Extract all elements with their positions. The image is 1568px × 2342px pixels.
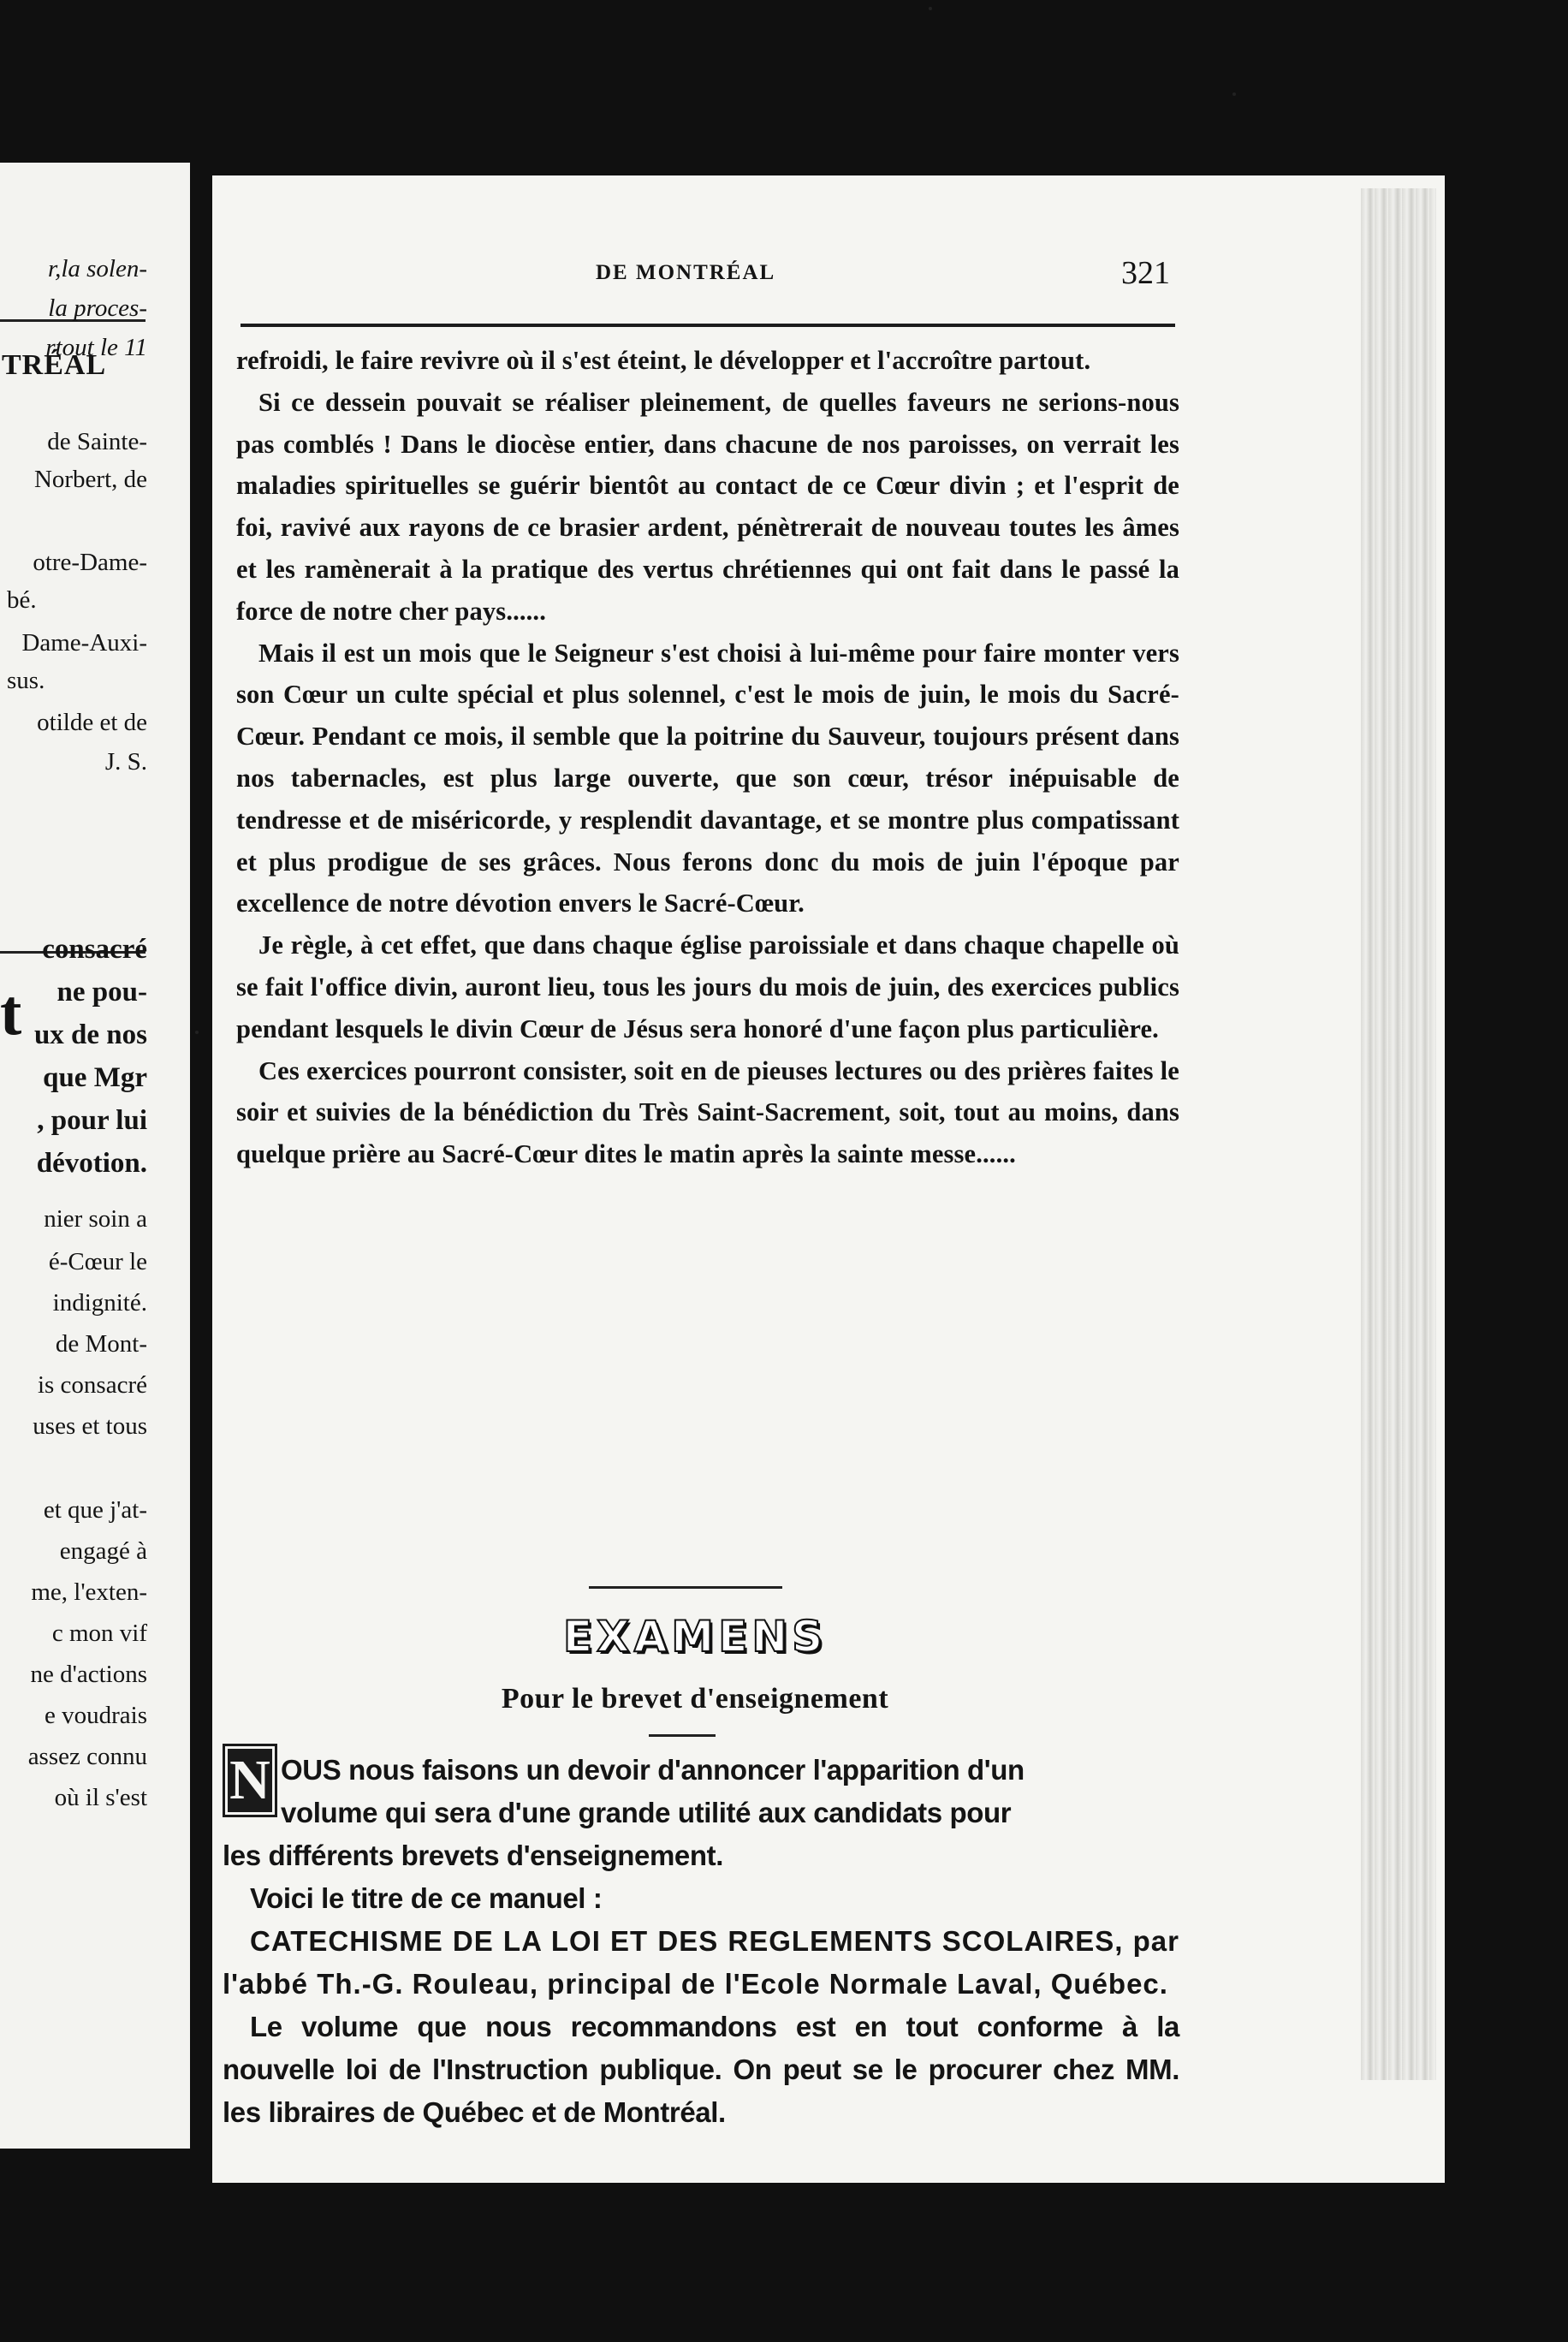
left-page-line: que Mgr bbox=[43, 1062, 147, 1093]
left-page-line: assez connu bbox=[27, 1743, 147, 1770]
left-page-line: engagé à bbox=[59, 1537, 147, 1565]
page-number: 321 bbox=[1121, 255, 1170, 291]
scan-speck bbox=[195, 1031, 199, 1034]
section-title: EXAMENS bbox=[212, 1612, 1178, 1661]
announcement-line: volume qui sera d'une grande utilité aux candidats pour bbox=[281, 1797, 1012, 1828]
left-page-line: nier soin a bbox=[44, 1205, 147, 1233]
paragraph: Je règle, à cet effet, que dans chaque église paroissiale et dans chaque chapelle où se fait l'office divin, auront lieu, tous les jours du mois de juin, des exercices publics pendant lesquels le divin Cœur de Jésus sera honoré d'une façon plus particulière. bbox=[236, 930, 1179, 1043]
left-page-line: e voudrais bbox=[45, 1702, 147, 1729]
left-page-line: me, l'exten- bbox=[31, 1578, 147, 1606]
left-page-line: otilde et de bbox=[37, 709, 147, 736]
subtitle-rule bbox=[649, 1734, 716, 1737]
left-page-line: ne pou- bbox=[56, 977, 147, 1008]
left-page-line: où il s'est bbox=[54, 1784, 147, 1811]
left-page-line: ne d'actions bbox=[30, 1661, 147, 1688]
running-head: DE MONTRÉAL bbox=[596, 261, 776, 284]
left-page-line: consacré bbox=[42, 934, 147, 965]
paragraph: Mais il est un mois que le Seigneur s'est choisi à lui-même pour faire monter vers son Cœur un culte spécial et plus solennel, c'est le mois de juin, le mois du Sacré-Cœur. Pendant ce mois, il semble que la poitrine du Sauveur, toujours présent dans nos tabernacles, est plus large ouverte, que son cœur, trésor inépuisable de tendresse et de miséricorde, y resplendit davantage, et se montre plus compatissant et plus prodigue de ses grâces. Nous ferons donc du mois de juin l'époque par excellence de notre dévotion envers le Sacré-Cœur. bbox=[236, 638, 1179, 918]
page-edge-strip bbox=[1361, 188, 1436, 2080]
section-subtitle: Pour le brevet d'enseignement bbox=[501, 1683, 889, 1715]
book-title: CATECHISME DE LA LOI ET DES REGLEMENTS SCOLAIRES, par l'abbé Th.-G. Rouleau, principal de l'Ecole Normale Laval, Québec. bbox=[223, 1925, 1179, 2000]
left-page-line: sus. bbox=[7, 667, 45, 694]
scan-speck bbox=[1232, 92, 1236, 96]
left-page-line: la proces- bbox=[48, 294, 147, 322]
paragraph-continuation: refroidi, le faire revivre où il s'est éteint, le développer et l'accroître partout. bbox=[236, 346, 1091, 375]
previous-page-fragment bbox=[0, 163, 190, 2149]
left-page-line: is consacré bbox=[37, 1371, 147, 1399]
paragraph: Si ce dessein pouvait se réaliser pleinement, de quelles faveurs ne serions-nous pas comblés ! Dans le diocèse entier, dans chacune de nos paroisses, on verrait les maladies spirituelles se guérir bientôt au contact de ce Cœur divin ; et l'esprit de foi, ravivé aux rayons de ce brasier ardent, pénètrerait de nouveau toutes les âmes et les ramènerait à la pratique des vertus chrétiennes qui ont fait dans le passé la force de notre cher pays...... bbox=[236, 387, 1179, 626]
left-page-line: rtout le 11 bbox=[45, 334, 147, 361]
left-page-line: otre-Dame- bbox=[33, 549, 147, 576]
left-page-line: indignité. bbox=[52, 1289, 147, 1317]
page-321 bbox=[212, 175, 1445, 2183]
scan-speck bbox=[929, 7, 932, 10]
left-page-line: et que j'at- bbox=[43, 1496, 147, 1524]
left-page-line: ux de nos bbox=[33, 1019, 147, 1050]
left-page-line: uses et tous bbox=[33, 1412, 147, 1440]
left-page-line: bé. bbox=[7, 586, 37, 614]
section-separator bbox=[589, 1586, 782, 1589]
left-page-line: , pour lui bbox=[37, 1105, 147, 1136]
announcement-line: les différents brevets d'enseignement. bbox=[223, 1840, 724, 1871]
paragraph: Ces exercices pourront consister, soit en de pieuses lectures ou des prières faites le soir et suivies de la bénédiction du Très Saint-Sacrement, soit, tout au moins, dans quelque prière au Sacré-Cœur dites le matin après la sainte messe...... bbox=[236, 1055, 1179, 1169]
announcement-text bbox=[223, 1749, 1179, 2134]
left-page-big-letter: t bbox=[0, 977, 22, 1049]
left-page-line: r,la solen- bbox=[48, 255, 147, 282]
left-page-line: de Mont- bbox=[55, 1330, 147, 1358]
left-page-heading: TRÉAL bbox=[2, 349, 107, 381]
left-page-line: Dame-Auxi- bbox=[21, 629, 147, 657]
body-text bbox=[236, 340, 1179, 1175]
announcement-line: OUS nous faisons un devoir d'annoncer l'apparition d'un bbox=[281, 1754, 1025, 1786]
left-page-line: de Sainte- bbox=[47, 428, 147, 455]
drop-cap: N bbox=[223, 1744, 277, 1817]
header-rule bbox=[241, 324, 1175, 327]
left-page-line: dévotion. bbox=[36, 1148, 147, 1179]
left-page-line: Norbert, de bbox=[33, 466, 147, 493]
closing-paragraph: Le volume que nous recommandons est en tout conforme à la nouvelle loi de l'Instruction publique. On peut se le procurer chez MM. les libraires de Québec et de Montréal. bbox=[223, 2011, 1179, 2128]
left-page-line: é-Cœur le bbox=[48, 1248, 147, 1275]
left-page-line: J. S. bbox=[104, 748, 147, 776]
title-intro: Voici le titre de ce manuel : bbox=[250, 1882, 603, 1914]
left-page-line: c mon vif bbox=[51, 1620, 147, 1647]
